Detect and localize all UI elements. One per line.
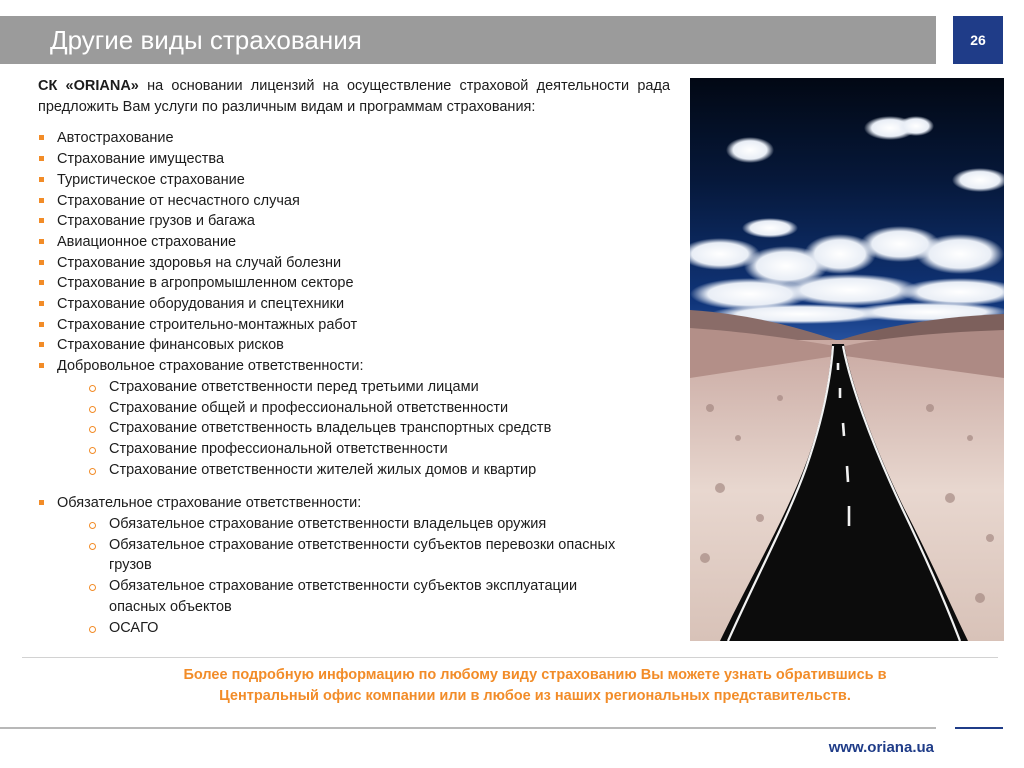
- list-item: ОСАГО: [38, 618, 670, 639]
- list-item: Страхование от несчастного случая: [38, 191, 670, 212]
- circle-bullet-icon: [89, 426, 96, 433]
- list-item: Страхование ответственности жителей жилых домов и квартир: [38, 460, 670, 481]
- list-item: Обязательное страхование ответственности владельцев оружия: [38, 514, 670, 535]
- list-item: Страхование оборудования и спецтехники: [38, 294, 670, 315]
- list-item: Страхование профессиональной ответственности: [38, 439, 670, 460]
- title-bar: [0, 16, 936, 64]
- voluntary-liability-heading: Добровольное страхование ответственности:: [38, 356, 670, 377]
- square-bullet-icon: [39, 500, 44, 505]
- company-name: СК «ORIANA»: [38, 78, 139, 94]
- page-number-badge: 26: [953, 16, 1003, 64]
- main-content: [38, 76, 670, 638]
- list-item: Обязательное страхование ответственности субъектов перевозки опасных грузов: [38, 535, 670, 576]
- square-bullet-icon: [39, 301, 44, 306]
- square-bullet-icon: [39, 322, 44, 327]
- circle-bullet-icon: [89, 447, 96, 454]
- square-bullet-icon: [39, 363, 44, 368]
- list-item: Авиационное страхование: [38, 232, 670, 253]
- mandatory-liability-heading: Обязательное страхование ответственности:: [38, 493, 670, 514]
- footer-divider-blue: [955, 727, 1003, 729]
- website-link[interactable]: www.oriana.ua: [828, 739, 934, 756]
- insurance-types-list: [38, 128, 670, 376]
- circle-bullet-icon: [89, 406, 96, 413]
- square-bullet-icon: [39, 280, 44, 285]
- list-item: Страхование ответственности перед третьими лицами: [38, 377, 670, 398]
- square-bullet-icon: [39, 177, 44, 182]
- list-item: Автострахование: [38, 128, 670, 149]
- voluntary-liability-list: [38, 377, 670, 481]
- list-spacer: [38, 480, 670, 493]
- list-item: Страхование в агропромышленном секторе: [38, 273, 670, 294]
- list-item: Обязательное страхование ответственности субъектов эксплуатации опасных объектов: [38, 576, 670, 617]
- list-item: Страхование здоровья на случай болезни: [38, 253, 670, 274]
- square-bullet-icon: [39, 342, 44, 347]
- circle-bullet-icon: [89, 543, 96, 550]
- circle-bullet-icon: [89, 468, 96, 475]
- intro-text: на основании лицензий на осуществление страховой деятельности рада предложить Вам услуги по различным видам и программам страхования:: [38, 78, 671, 115]
- list-item: Страхование строительно-монтажных работ: [38, 315, 670, 336]
- page-title: Другие виды страхования: [50, 25, 362, 55]
- list-item: Туристическое страхование: [38, 170, 670, 191]
- list-item: Страхование ответственность владельцев транспортных средств: [38, 418, 670, 439]
- square-bullet-icon: [39, 156, 44, 161]
- list-item: Страхование финансовых рисков: [38, 335, 670, 356]
- square-bullet-icon: [39, 218, 44, 223]
- square-bullet-icon: [39, 135, 44, 140]
- circle-bullet-icon: [89, 584, 96, 591]
- square-bullet-icon: [39, 198, 44, 203]
- list-item: Страхование грузов и багажа: [38, 211, 670, 232]
- square-bullet-icon: [39, 260, 44, 265]
- circle-bullet-icon: [89, 522, 96, 529]
- mandatory-liability-heading-list: [38, 493, 670, 514]
- circle-bullet-icon: [89, 626, 96, 633]
- list-item: Страхование общей и профессиональной ответственности: [38, 398, 670, 419]
- footer-divider-gray: [0, 727, 936, 729]
- mandatory-liability-list: [38, 514, 670, 638]
- intro-paragraph: [38, 76, 670, 117]
- square-bullet-icon: [39, 239, 44, 244]
- list-item: Страхование имущества: [38, 149, 670, 170]
- circle-bullet-icon: [89, 385, 96, 392]
- contact-info-note: Более подробную информацию по любому виду страхованию Вы можете узнать обратившись в Центральный офис компании или в любое из наших региональных представительств.: [183, 667, 887, 704]
- divider-line: [22, 657, 998, 658]
- road-landscape-photo: [690, 78, 1004, 641]
